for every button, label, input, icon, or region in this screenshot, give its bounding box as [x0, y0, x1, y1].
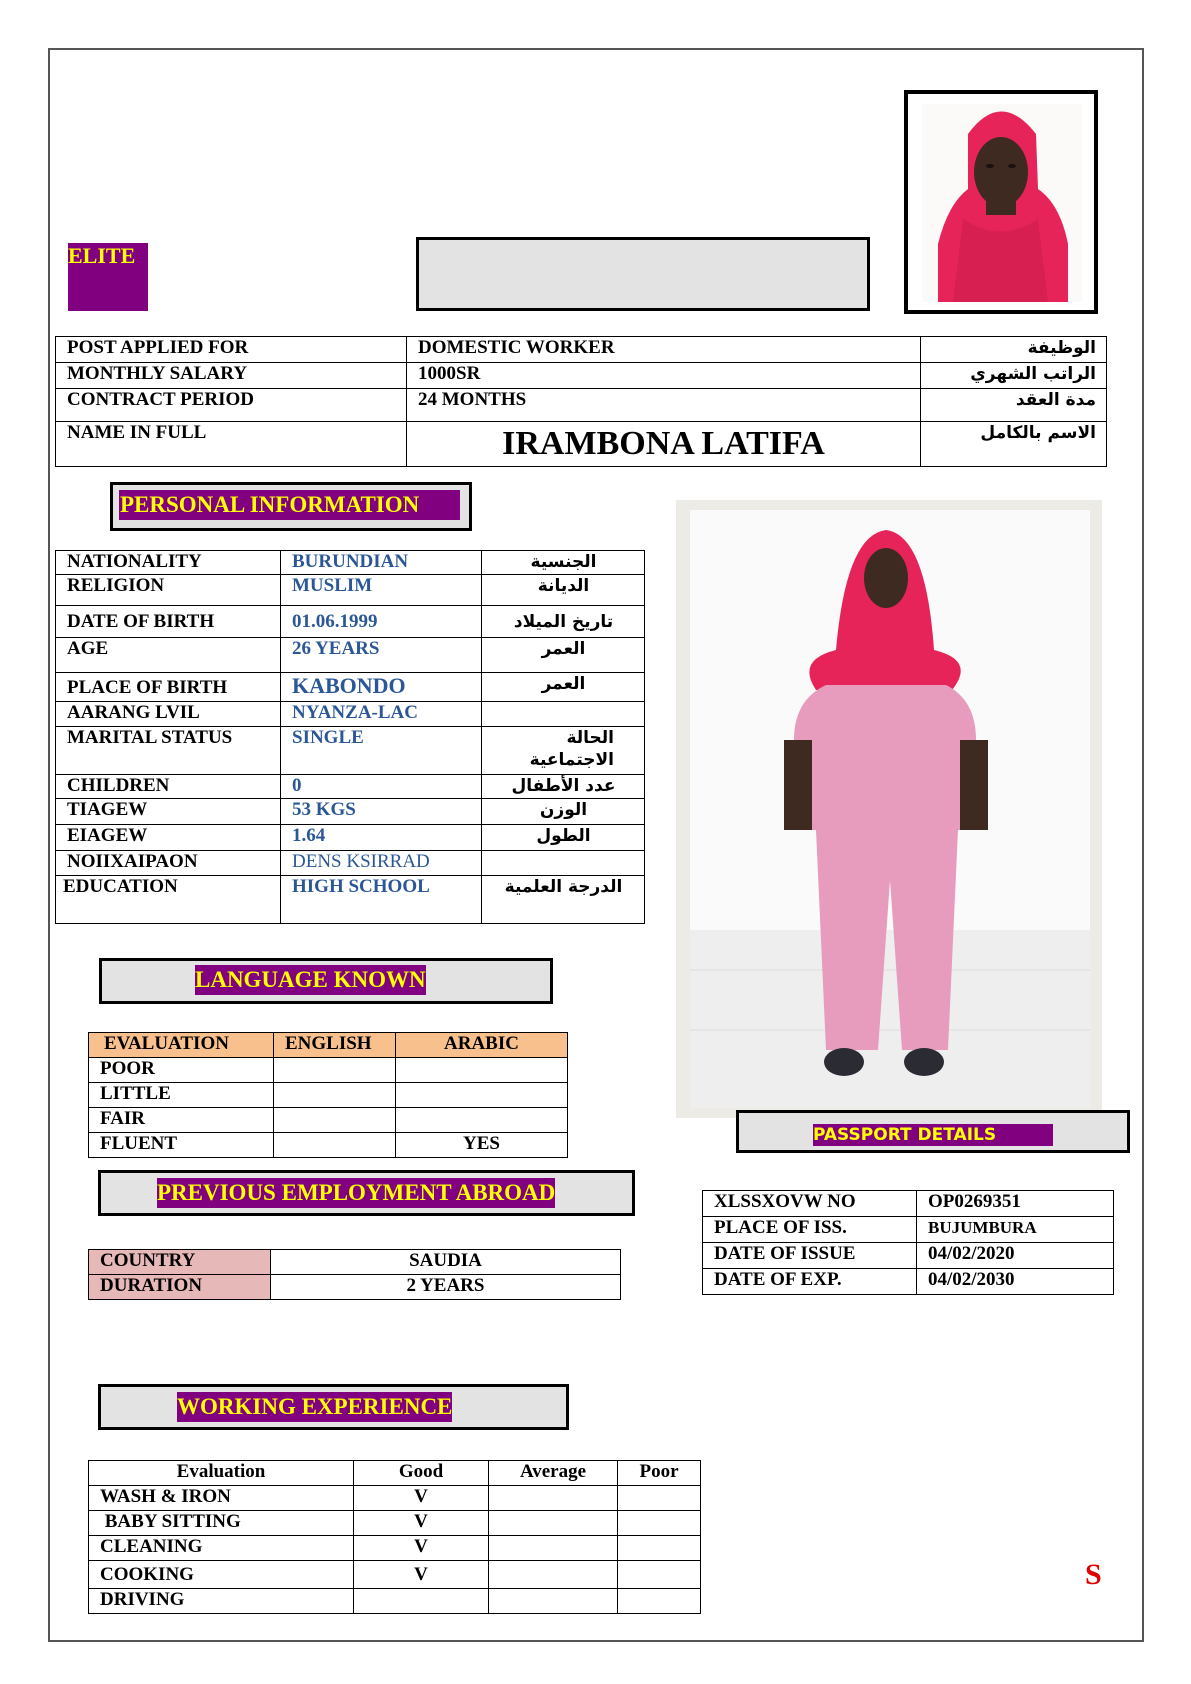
language-level: FLUENT [89, 1133, 274, 1158]
language-level: POOR [89, 1058, 274, 1083]
previous-label: DURATION [89, 1275, 271, 1300]
personal-arabic: الدرجة العلمية [482, 876, 645, 924]
working-header: Evaluation [89, 1461, 354, 1486]
header-label: POST APPLIED FOR [56, 337, 407, 363]
agency-label: ELITE [68, 243, 136, 268]
header-arabic: الوظيفة [921, 337, 1107, 363]
working-skill: WASH & IRON [89, 1486, 354, 1511]
language-english [274, 1058, 396, 1083]
language-english [274, 1083, 396, 1108]
personal-label: EDUCATION [56, 876, 281, 924]
working-average [489, 1589, 618, 1614]
working-row [89, 1511, 701, 1536]
personal-table [55, 550, 645, 924]
working-poor [618, 1589, 701, 1614]
previous-value: SAUDIA [271, 1250, 621, 1275]
working-header: Good [354, 1461, 489, 1486]
personal-row [56, 825, 645, 851]
previous-row [89, 1250, 621, 1275]
working-title: WORKING EXPERIENCE [177, 1392, 452, 1422]
working-good: V [354, 1511, 489, 1536]
personal-row [56, 673, 645, 702]
language-english [274, 1108, 396, 1133]
passport-title: PASSPORT DETAILS [813, 1124, 1053, 1146]
working-row [89, 1536, 701, 1561]
personal-row [56, 775, 645, 799]
personal-label: TIAGEW [56, 799, 281, 825]
passport-row [703, 1243, 1114, 1269]
personal-label: CHILDREN [56, 775, 281, 799]
header-arabic: مدة العقد [921, 389, 1107, 422]
language-level: LITTLE [89, 1083, 274, 1108]
passport-row [703, 1217, 1114, 1243]
personal-label: DATE OF BIRTH [56, 606, 281, 638]
personal-arabic [482, 851, 645, 876]
header-row [56, 337, 1107, 363]
personal-value: 53 KGS [281, 799, 482, 825]
language-row [89, 1108, 568, 1133]
personal-value: DENS KSIRRAD [281, 851, 482, 876]
personal-row [56, 606, 645, 638]
personal-row [56, 851, 645, 876]
personal-value: NYANZA-LAC [281, 702, 482, 727]
passport-label: PLACE OF ISS. [703, 1217, 917, 1243]
language-level: FAIR [89, 1108, 274, 1133]
passport-label: DATE OF ISSUE [703, 1243, 917, 1269]
working-row [89, 1486, 701, 1511]
passport-value: 04/02/2020 [917, 1243, 1114, 1269]
personal-row [56, 799, 645, 825]
language-row [89, 1083, 568, 1108]
previous-row [89, 1275, 621, 1300]
personal-arabic: تاريخ الميلاد [482, 606, 645, 638]
personal-label: NATIONALITY [56, 551, 281, 575]
working-good: V [354, 1536, 489, 1561]
header-label: CONTRACT PERIOD [56, 389, 407, 422]
personal-label: RELIGION [56, 575, 281, 606]
language-row [89, 1058, 568, 1083]
full-name: IRAMBONA LATIFA [407, 422, 921, 467]
language-header: EVALUATION [89, 1033, 274, 1058]
personal-row [56, 702, 645, 727]
personal-value: 1.64 [281, 825, 482, 851]
personal-row [56, 575, 645, 606]
language-title: LANGUAGE KNOWN [195, 965, 426, 995]
header-table [55, 336, 1107, 467]
full-body-photo [676, 500, 1102, 1118]
personal-row [56, 876, 645, 924]
passport-row [703, 1191, 1114, 1217]
working-header-row [89, 1461, 701, 1486]
passport-label: DATE OF EXP. [703, 1269, 917, 1295]
language-header: ENGLISH [274, 1033, 396, 1058]
personal-value: 01.06.1999 [281, 606, 482, 638]
personal-row [56, 551, 645, 575]
header-blank-box [416, 237, 870, 311]
language-header: ARABIC [396, 1033, 568, 1058]
personal-title: PERSONAL INFORMATION [119, 490, 460, 520]
passport-value: OP0269351 [917, 1191, 1114, 1217]
header-row [56, 363, 1107, 389]
personal-value: 0 [281, 775, 482, 799]
personal-value: 26 YEARS [281, 638, 482, 673]
working-header: Average [489, 1461, 618, 1486]
language-arabic: YES [396, 1133, 568, 1158]
working-header: Poor [618, 1461, 701, 1486]
working-average [489, 1536, 618, 1561]
previous-table [88, 1249, 621, 1300]
working-table [88, 1460, 701, 1614]
personal-label: EIAGEW [56, 825, 281, 851]
passport-table [702, 1190, 1114, 1295]
agency-badge [68, 243, 148, 311]
personal-label: AGE [56, 638, 281, 673]
personal-arabic: العمر [482, 673, 645, 702]
header-label: NAME IN FULL [56, 422, 407, 467]
language-english [274, 1133, 396, 1158]
working-poor [618, 1486, 701, 1511]
personal-label: NOIIXAIPAON [56, 851, 281, 876]
language-row [89, 1133, 568, 1158]
personal-arabic: الطول [482, 825, 645, 851]
previous-value: 2 YEARS [271, 1275, 621, 1300]
personal-arabic [482, 702, 645, 727]
corner-mark: S [1085, 1558, 1102, 1591]
working-good: V [354, 1486, 489, 1511]
previous-title: PREVIOUS EMPLOYMENT ABROAD [157, 1178, 555, 1208]
personal-label: PLACE OF BIRTH [56, 673, 281, 702]
working-poor [618, 1536, 701, 1561]
passport-value: 04/02/2030 [917, 1269, 1114, 1295]
personal-arabic: العمر [482, 638, 645, 673]
working-row [89, 1561, 701, 1589]
working-skill: DRIVING [89, 1589, 354, 1614]
personal-row [56, 638, 645, 673]
header-row [56, 422, 1107, 467]
working-average [489, 1511, 618, 1536]
personal-value: MUSLIM [281, 575, 482, 606]
header-arabic: الاسم بالكامل [921, 422, 1107, 467]
personal-row [56, 727, 645, 775]
personal-value: HIGH SCHOOL [281, 876, 482, 924]
personal-arabic: الديانة [482, 575, 645, 606]
language-arabic [396, 1083, 568, 1108]
personal-arabic: الحالة الاجتماعية [482, 727, 645, 775]
header-value: 24 MONTHS [407, 389, 921, 422]
passport-row [703, 1269, 1114, 1295]
header-arabic: الراتب الشهري [921, 363, 1107, 389]
header-row [56, 389, 1107, 422]
passport-value: BUJUMBURA [917, 1217, 1114, 1243]
personal-label: MARITAL STATUS [56, 727, 281, 775]
language-table [88, 1032, 568, 1158]
working-skill: COOKING [89, 1561, 354, 1589]
working-good [354, 1589, 489, 1614]
portrait-photo [904, 90, 1098, 314]
working-average [489, 1486, 618, 1511]
personal-value: SINGLE [281, 727, 482, 775]
personal-label: AARANG LVIL [56, 702, 281, 727]
language-arabic [396, 1108, 568, 1133]
working-row [89, 1589, 701, 1614]
working-average [489, 1561, 618, 1589]
language-header-row [89, 1033, 568, 1058]
header-label: MONTHLY SALARY [56, 363, 407, 389]
working-skill: BABY SITTING [89, 1511, 354, 1536]
personal-arabic: عدد الأطفال [482, 775, 645, 799]
passport-label: XLSSXOVW NO [703, 1191, 917, 1217]
language-arabic [396, 1058, 568, 1083]
working-poor [618, 1511, 701, 1536]
previous-label: COUNTRY [89, 1250, 271, 1275]
personal-arabic: الجنسية [482, 551, 645, 575]
working-poor [618, 1561, 701, 1589]
personal-arabic: الوزن [482, 799, 645, 825]
personal-value: KABONDO [281, 673, 482, 702]
personal-value: BURUNDIAN [281, 551, 482, 575]
header-value: 1000SR [407, 363, 921, 389]
header-value: DOMESTIC WORKER [407, 337, 921, 363]
working-skill: CLEANING [89, 1536, 354, 1561]
working-good: V [354, 1561, 489, 1589]
